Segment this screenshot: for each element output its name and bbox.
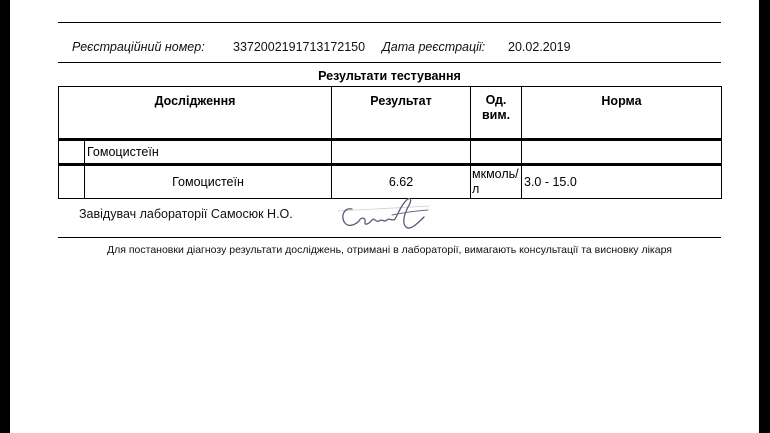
header-divider [58, 62, 721, 63]
handwritten-signature [332, 193, 432, 235]
row-result-value: 6.62 [332, 165, 471, 199]
header-result: Результат [332, 87, 471, 140]
top-divider [58, 22, 721, 23]
row-unit: мкмоль/л [471, 165, 522, 199]
row-indent-cell [59, 165, 85, 199]
header-norm: Норма [522, 87, 722, 140]
header-unit: Од. вим. [471, 87, 522, 140]
registration-date-label: Дата реєстрації: [382, 40, 486, 54]
row-norm: 3.0 - 15.0 [522, 165, 722, 199]
footer-divider [58, 237, 721, 238]
registration-number-value: 3372002191713172150 [233, 40, 366, 54]
document-page [10, 0, 759, 433]
group-name: Гомоцистеїн [85, 140, 332, 165]
row-test-name: Гомоцистеїн [85, 165, 332, 199]
registration-number-label: Реєстраційний номер: [72, 40, 205, 54]
table-header-row [59, 87, 722, 140]
results-table [58, 86, 722, 199]
group-row [59, 140, 722, 165]
group-empty-unit [471, 140, 522, 165]
disclaimer-text: Для постановки діагнозу результати досліджень, отримані в лабораторії, вимагають консультації та висновку лікаря [107, 244, 672, 256]
group-empty-result [332, 140, 471, 165]
signer-name: Завідувач лабораторії Самосюк Н.О. [79, 207, 293, 221]
group-indent-cell [59, 140, 85, 165]
section-title: Результати тестування [318, 69, 461, 83]
registration-date-value: 20.02.2019 [508, 40, 571, 54]
header-test: Дослідження [59, 87, 332, 140]
group-empty-norm [522, 140, 722, 165]
